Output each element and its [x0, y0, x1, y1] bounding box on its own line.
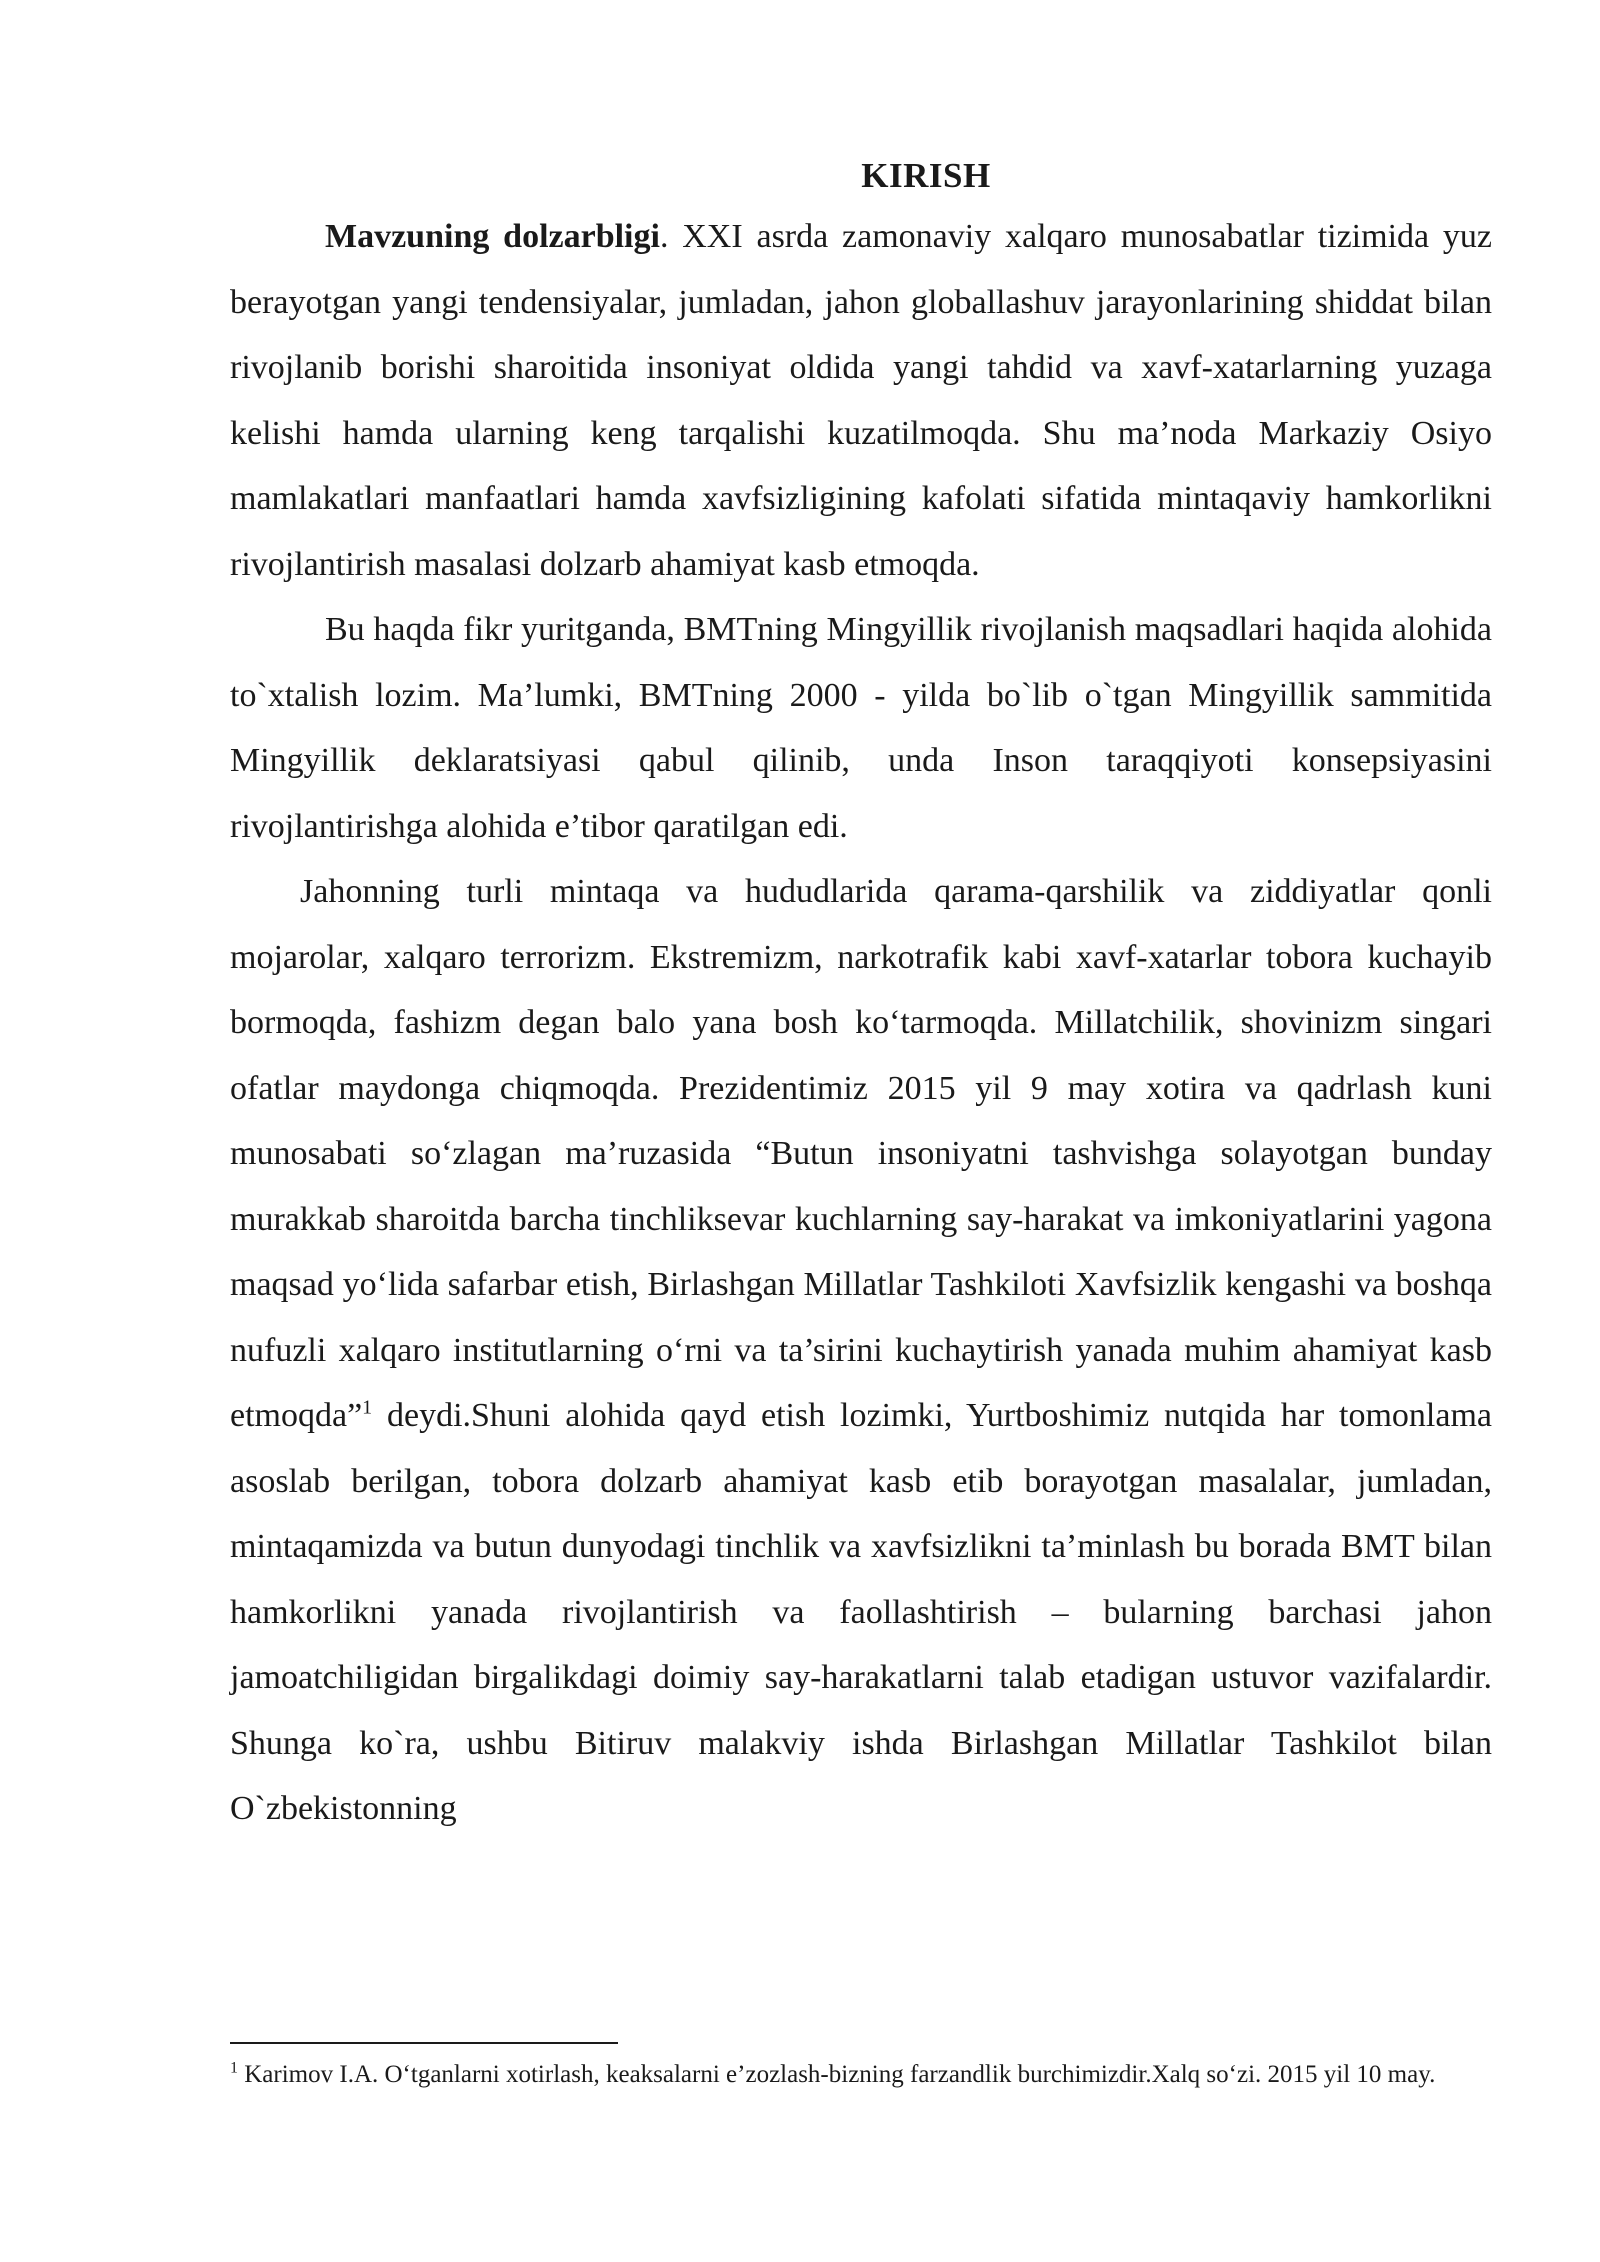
paragraph-text: Jahonning turli mintaqa va hududlarida qarama-qarshilik va ziddiyatlar qonli mojarolar, xalqaro terrorizm. Ekstremizm, narkotrafik kabi xavf-xatarlar tobora kuchayib bormoqda, fashizm degan balo yana bosh ko‘tarmoqda. Millatchilik, shovinizm singari ofatlar maydonga chiqmoqda. Prezidentimiz 2015 yil 9 may xotira va qadrlash kuni munosabati so‘zlagan ma’ruzasida “Butun insoniyatni tashvishga solayotgan bunday murakkab sharoitda barcha tinchliksevar kuchlarning say-harakat va imkoniyatlarini yagona maqsad yo‘lida safarbar etish, Birlashgan Millatlar Tashkiloti Xavfsizlik kengashi va boshqa nufuzli xalqaro institutlarning o‘rni va ta’sirini kuchaytirish yanada muhim ahamiyat kasb etmoqda” [230, 873, 1492, 1434]
paragraph-text: Bu haqda fikr yuritganda, BMTning Mingyillik rivojlanish maqsadlari haqida alohida to`xtalish lozim. Ma’lumki, BMTning 2000 - yilda bo`lib o`tgan Mingyillik sammitida Mingyillik deklaratsiyasi qabul qilinib, unda Inson taraqqiyoti konsepsiyasini rivojlantirishga alohida e’tibor qaratilgan edi. [230, 611, 1492, 845]
footnote-text: Karimov I.A. O‘tganlarni xotirlash, keaksalarni e’zozlash-bizning farzandlik burchimizdir.Xalq so‘zi. 2015 yil 10 may. [238, 2061, 1436, 2088]
footnote-separator [230, 2042, 618, 2044]
paragraph-text: . XXI asrda zamonaviy xalqaro munosabatlar tizimida yuz berayotgan yangi tendensiyalar, jumladan, jahon globallashuv jarayonlarining shiddat bilan rivojlanib borishi sharoitida insoniyat oldida yangi tahdid va xavf-xatarlarning yuzaga kelishi hamda ularning keng tarqalishi kuzatilmoqda. Shu ma’noda Markaziy Osiyo mamlakatlari manfaatlari hamda xavfsizligining kafolati sifatida mintaqaviy hamkorlikni rivojlantirish masalasi dolzarb ahamiyat kasb etmoqda. [230, 218, 1493, 583]
paragraph-text: deydi.Shuni alohida qayd etish lozimki, Yurtboshimiz nutqida har tomonlama asoslab berilgan, tobora dolzarb ahamiyat kasb etib borayotgan masalalar, jumladan, mintaqamizda va butun dunyodagi tinchlik va xavfsizlikni ta’minlash bu borada BMT bilan hamkorlikni yanada rivojlantirish va faollashtirish – bularning barchasi jahon jamoatchiligidan birgalikdagi doimiy say-harakatlarni talab etadigan ustuvor vazifalardir. Shunga ko`ra, ushbu Bitiruv malakviy ishda Birlashgan Millatlar Tashkilot bilan O`zbekistonning [230, 1397, 1492, 1827]
paragraph-relevance [230, 204, 1492, 597]
footnote-reference[interactable]: 1 [362, 1396, 373, 1419]
paragraph-mdg [230, 597, 1492, 859]
paragraph-lead-heading: Mavzuning dolzarbligi [325, 218, 660, 255]
paragraph-threats [230, 859, 1492, 1842]
footnote-number: 1 [230, 2059, 238, 2077]
footnote [230, 2058, 1492, 2092]
document-body [230, 148, 1492, 1842]
page-title: KIRISH [861, 156, 991, 195]
